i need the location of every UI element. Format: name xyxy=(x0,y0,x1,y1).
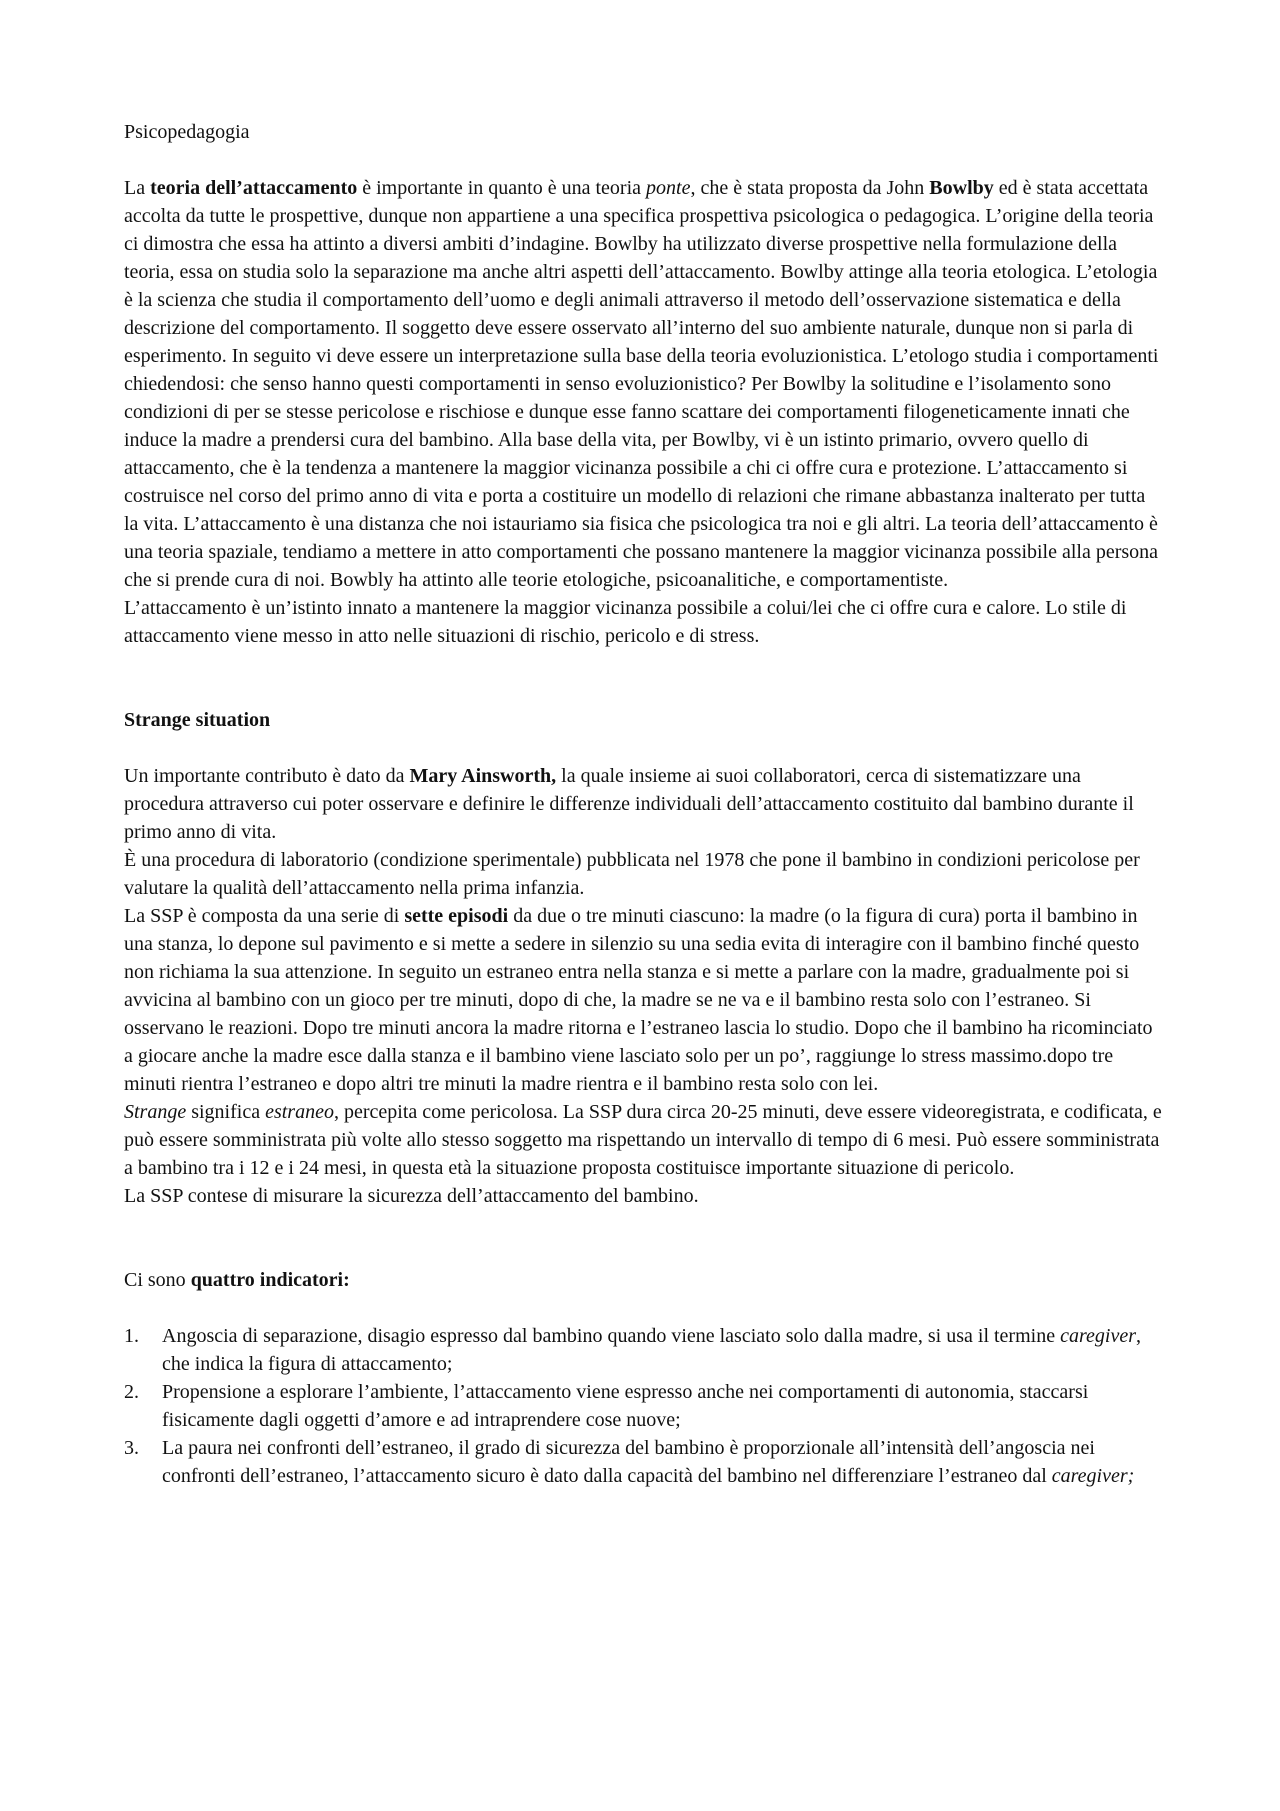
intro-text-3: , che è stata proposta da John xyxy=(690,177,930,199)
term-mary-ainsworth: Mary Ainsworth, xyxy=(409,765,557,787)
term-teoria-attaccamento: teoria dell’attaccamento xyxy=(150,177,358,199)
strange-paragraph-4 xyxy=(124,1098,1164,1182)
strange-text-1: Un importante contributo è dato da xyxy=(124,765,410,787)
strange-text-3: La SSP è composta da una serie di xyxy=(124,905,405,927)
list-item xyxy=(124,1322,1164,1378)
document-title: Psicopedagogia xyxy=(124,121,250,143)
intro-text-1: La xyxy=(124,177,151,199)
intro-paragraph-2: L’attaccamento è un’istinto innato a mantenere la maggior vicinanza possibile a colui/lei che ci offre cura e calore. Lo stile di attaccamento viene messo in atto nelle situazioni di rischio, pericolo e di stress. xyxy=(124,597,1127,647)
term-strange: Strange xyxy=(124,1101,187,1123)
term-ponte: ponte xyxy=(646,177,691,199)
strange-text-2: la quale insieme ai suoi collaboratori, cerca di sistematizzare una procedura attraverso cui poter osservare e definire le differenze individuali dell’attaccamento costituito dal bambino durante il primo anno di vita. xyxy=(124,765,1134,843)
term-caregiver: caregiver xyxy=(1060,1325,1136,1347)
term-bowlby: Bowlby xyxy=(929,177,994,199)
strange-paragraph-1 xyxy=(124,762,1164,846)
intro-paragraph xyxy=(124,174,1164,594)
list-item xyxy=(124,1434,1164,1490)
document-page xyxy=(124,118,1164,1490)
list-item-text: La paura nei confronti dell’estraneo, il grado di sicurezza del bambino è proporzionale all’intensità dell’angoscia nei confronti dell’estraneo, l’attaccamento sicuro è dato dalla capacità del bambino nel differenziare l’estraneo dal xyxy=(162,1437,1095,1487)
list-item-number: 2. xyxy=(124,1381,139,1403)
term-sette-episodi: sette episodi xyxy=(404,905,509,927)
strange-paragraph-2: È una procedura di laboratorio (condizione sperimentale) pubblicata nel 1978 che pone il bambino in condizioni pericolose per valutare la qualità dell’attaccamento nella prima infanzia. xyxy=(124,849,1140,899)
list-item-text: Propensione a esplorare l’ambiente, l’attaccamento viene espresso anche nei comportamenti di autonomia, staccarsi fisicamente dagli oggetti d’amore e ad intraprendere cose nuove; xyxy=(162,1381,1089,1431)
intro-text-4: ed è stata accettata accolta da tutte le prospettive, dunque non appartiene a una specifica prospettiva psicologica o pedagogica. L’origine della teoria ci dimostra che essa ha attinto a diversi ambiti d’indagine. Bowlby ha utilizzato diverse prospettive nella formulazione della teoria, essa on studia solo la separazione ma anche altri aspetti dell’attaccamento. Bowlby attinge alla teoria etologica. L’etologia è la scienza che studia il comportamento dell’uomo e degli animali attraverso il metodo dell’osservazione sistematica e della descrizione del comportamento. Il soggetto deve essere osservato all’interno del suo ambiente naturale, dunque non si parla di esperimento. In seguito vi deve essere un interpretazione sulla base della teoria evoluzionistica. L’etologo studia i comportamenti chiedendosi: che senso hanno questi comportamenti in senso evoluzionistico? Per Bowlby la solitudine e l’isolamento sono condizioni di per se stesse pericolose e rischiose e dunque esse fanno scattare dei comportamenti filogeneticamente innati che induce la madre a prendersi cura del bambino. Alla base della vita, per Bowlby, vi è un istinto primario, ovvero quello di attaccamento, che è la tendenza a mantenere la maggior vicinanza possibile a chi ci offre cura e protezione. L’attaccamento si costruisce nel corso del primo anno di vita e porta a costituire un modello di relazioni che rimane abbastanza inalterato per tutta la vita. L’attaccamento è una distanza che noi istauriamo sia fisica che psicologica tra noi e gli altri. La teoria dell’attaccamento è una teoria spaziale, tendiamo a mettere in atto comportamenti che possano mantenere la maggior vicinanza possibile alla persona che si prende cura di noi. Bowbly ha attinto alle teorie etologiche, psicoanalitiche, e comportamentiste. xyxy=(124,177,1159,591)
term-quattro-indicatori: quattro indicatori: xyxy=(190,1269,350,1291)
strange-paragraph-3 xyxy=(124,902,1164,1098)
list-item xyxy=(124,1378,1164,1434)
indicators-list xyxy=(124,1322,1164,1490)
list-item-text-end: , che indica la figura di attaccamento; xyxy=(162,1325,1141,1375)
indicators-intro-text: Ci sono xyxy=(124,1269,191,1291)
strange-text-6: , percepita come pericolosa. La SSP dura circa 20-25 minuti, deve essere videoregistrata, e codificata, e può essere somministrata più volte allo stesso soggetto ma rispettando un intervallo di tempo di 6 mesi. Può essere somministrata a bambino tra i 12 e i 24 mesi, in questa età la situazione proposta costituisce importante situazione di pericolo. xyxy=(124,1101,1162,1179)
list-item-text: Angoscia di separazione, disagio espresso dal bambino quando viene lasciato solo dalla madre, si usa il termine xyxy=(162,1325,1061,1347)
strange-text-4: da due o tre minuti ciascuno: la madre (o la figura di cura) porta il bambino in una stanza, lo depone sul pavimento e si mette a sedere in silenzio su una sedia evita di interagire con il bambino finché questo non richiama la sua attenzione. In seguito un estraneo entra nella stanza e si mette a parlare con la madre, gradualmente poi si avvicina al bambino con un gioco per tre minuti, dopo di che, la madre se ne va e il bambino resta solo con l’estraneo. Si osservano le reazioni. Dopo tre minuti ancora la madre ritorna e l’estraneo lascia lo studio. Dopo che il bambino ha ricominciato a giocare anche la madre esce dalla stanza e il bambino viene lasciato solo per un po’, raggiunge lo stress massimo.dopo tre minuti rientra l’estraneo e dopo altri tre minuti la madre rientra e il bambino resta solo con lei. xyxy=(124,905,1153,1095)
list-item-number: 1. xyxy=(124,1325,139,1347)
indicators-intro xyxy=(124,1266,1164,1294)
term-estraneo: estraneo xyxy=(265,1101,334,1123)
intro-text-2: è importante in quanto è una teoria xyxy=(357,177,647,199)
section-heading-strange-situation: Strange situation xyxy=(124,709,271,731)
term-caregiver: caregiver; xyxy=(1051,1465,1135,1487)
strange-paragraph-5: La SSP contese di misurare la sicurezza dell’attaccamento del bambino. xyxy=(124,1185,699,1207)
list-item-number: 3. xyxy=(124,1437,139,1459)
strange-text-5: significa xyxy=(186,1101,266,1123)
